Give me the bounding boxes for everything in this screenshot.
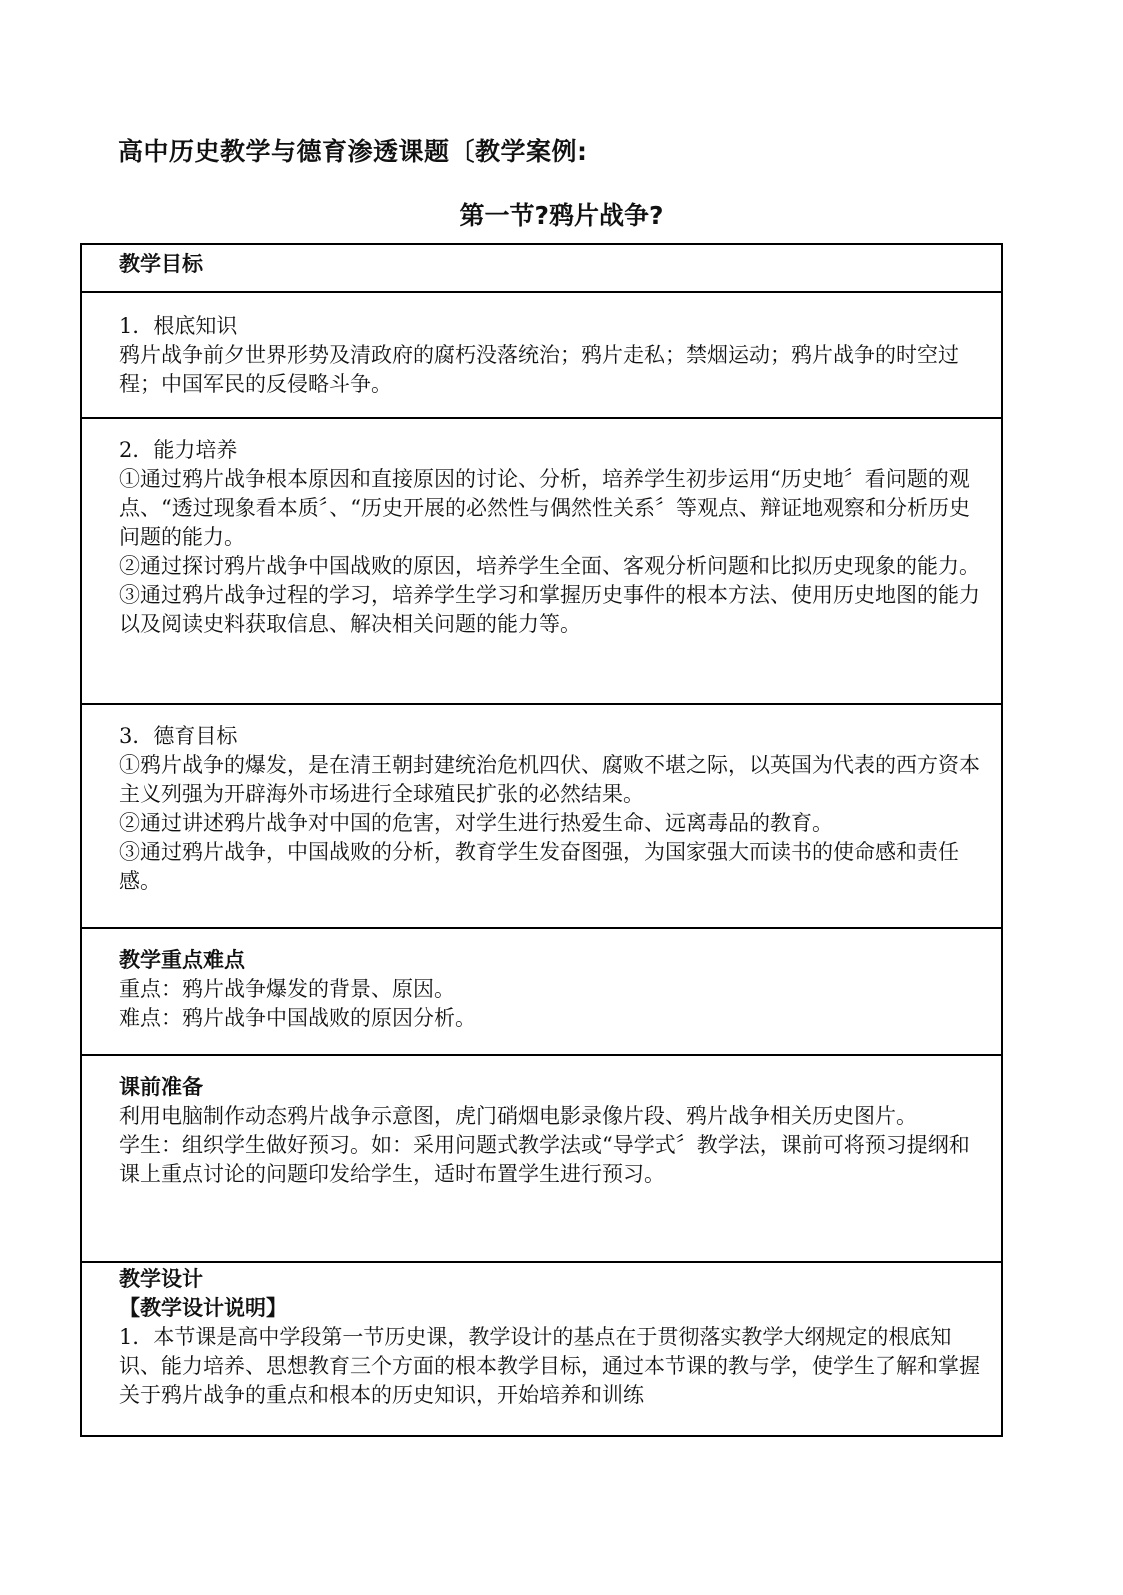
document-subtitle: 第一节?鸦片战争?: [459, 201, 664, 230]
row-knowledge: [81, 292, 1002, 418]
cell-knowledge: [81, 292, 1002, 418]
design-text-1: 1．本节课是高中学段第一节历史课，教学设计的基点在于贯彻落实教学大纲规定的根底知识、能力培养、思想教育三个方面的根本教学目标，通过本节课的教与学，使学生了解和掌握关于鸦片战争的重点和根本的历史知识，开始培养和训练: [119, 1325, 980, 1407]
knowledge-text: 鸦片战争前夕世界形势及清政府的腐朽没落统治；鸦片走私；禁烟运动；鸦片战争的时空过程；中国军民的反侵略斗争。: [119, 343, 959, 396]
prep-text-1: 利用电脑制作动态鸦片战争示意图，虎门硝烟电影录像片段、鸦片战争相关历史图片。: [119, 1104, 917, 1128]
cell-keypoints: [81, 928, 1002, 1055]
document-title: 高中历史教学与德育渗透课题〔教学案例:: [118, 137, 588, 166]
design-subheading: 【教学设计说明】: [119, 1296, 287, 1320]
prep-text-2: 学生：组织学生做好预习。如：采用问题式教学法或“导学式〞教学法，课前可将预习提纲和课上重点讨论的问题印发给学生，适时布置学生进行预习。: [119, 1133, 970, 1186]
row-keypoints: [81, 928, 1002, 1055]
row-goals: [81, 244, 1002, 292]
keypoints-text-2: 难点：鸦片战争中国战败的原因分析。: [119, 1006, 476, 1030]
moral-text-3: ③通过鸦片战争，中国战败的分析，教育学生发奋图强，为国家强大而读书的使命感和责任感。: [119, 840, 959, 893]
row-ability: [81, 418, 1002, 704]
design-heading: 教学设计: [119, 1267, 203, 1291]
ability-text-3: ③通过鸦片战争过程的学习，培养学生学习和掌握历史事件的根本方法、使用历史地图的能力以及阅读史料获取信息、解决相关问题的能力等。: [119, 583, 980, 636]
keypoints-text-1: 重点：鸦片战争爆发的背景、原因。: [119, 977, 455, 1001]
ability-text-1: ①通过鸦片战争根本原因和直接原因的讨论、分析，培养学生初步运用“历史地〞看问题的观点、“透过现象看本质〞、“历史开展的必然性与偶然性关系〞等观点、辩证地观察和分析历史问题的能力。: [119, 467, 970, 549]
ability-heading: 2．能力培养: [119, 438, 238, 462]
keypoints-heading: 教学重点难点: [119, 948, 245, 972]
row-prep: [81, 1055, 1002, 1262]
prep-heading: 课前准备: [119, 1075, 203, 1099]
cell-prep: [81, 1055, 1002, 1262]
moral-heading: 3．德育目标: [119, 724, 238, 748]
goals-heading: 教学目标: [119, 252, 203, 276]
knowledge-heading: 1．根底知识: [119, 314, 238, 338]
cell-goals: [81, 244, 1002, 292]
ability-text-2: ②通过探讨鸦片战争中国战败的原因，培养学生全面、客观分析问题和比拟历史现象的能力。: [119, 554, 980, 578]
cell-design: [81, 1262, 1002, 1436]
lesson-plan-table: [80, 243, 1003, 1437]
cell-moral: [81, 704, 1002, 928]
row-design: [81, 1262, 1002, 1436]
cell-ability: [81, 418, 1002, 704]
moral-text-1: ①鸦片战争的爆发，是在清王朝封建统治危机四伏、腐败不堪之际，以英国为代表的西方资本主义列强为开辟海外市场进行全球殖民扩张的必然结果。: [119, 753, 980, 806]
row-moral: [81, 704, 1002, 928]
moral-text-2: ②通过讲述鸦片战争对中国的危害，对学生进行热爱生命、远离毒品的教育。: [119, 811, 833, 835]
